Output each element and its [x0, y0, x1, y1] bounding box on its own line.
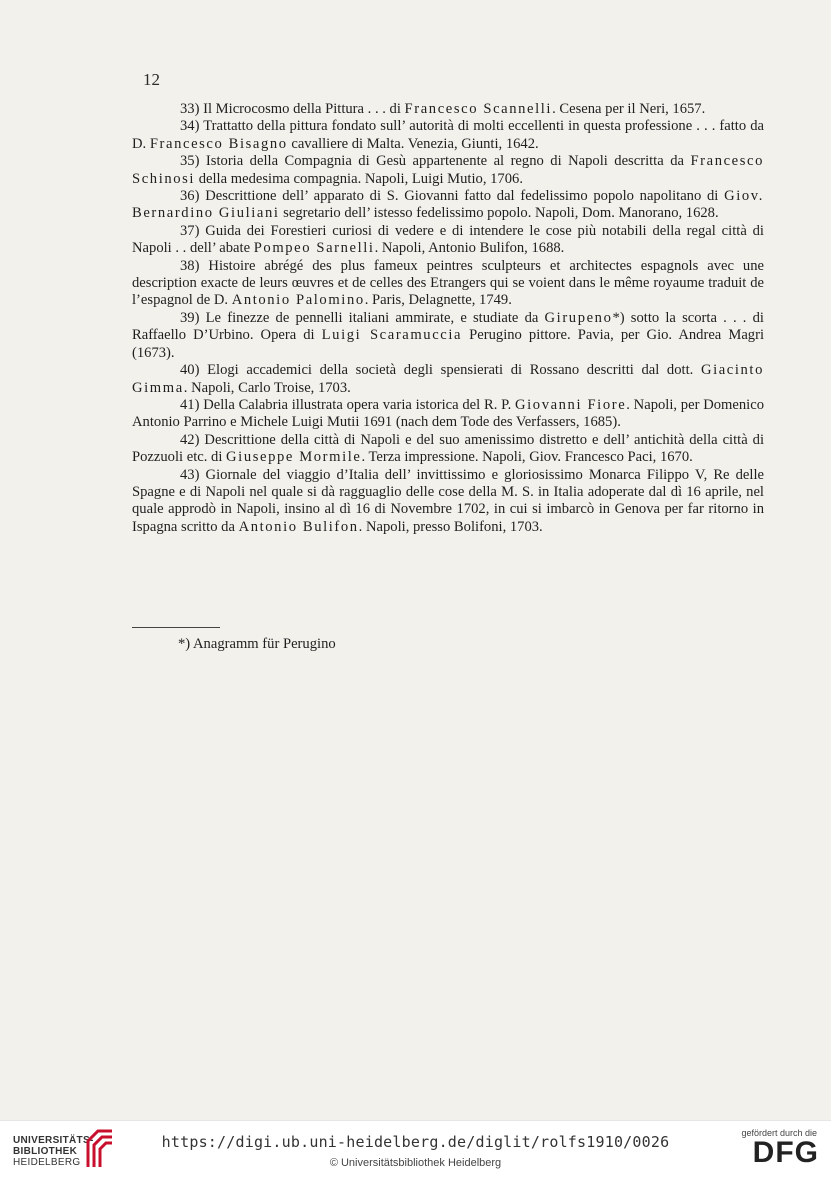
entry-text: . Napoli, per Domenico Antonio Parrino e Michele Luigi Mutii 1691 (nach dem Tode des Verfassers, 1685). — [132, 396, 764, 431]
entry-text: cavalliere di Malta. Venezia, Giunti, 1642. — [287, 135, 539, 152]
entry-text: 43) Giornale del viaggio d’Italia dell’ invittissimo e gloriosissimo Monarca Filippo V, Re delle Spagne e di Napoli nel quale si dà ragguaglio delle cose della M. S. in Italia adoperate dal dì 16 aprile, nel quale approdò in Napoli, insino al dì 16 di Novembre 1702, in cui si imbarcò in Genova per far ritorno in Ispagna scritto da — [132, 466, 764, 535]
entry-text: 41) Della Calabria illustrata opera varia istorica del R. P. — [180, 396, 515, 413]
library-name-line1: UNIVERSITÄTS- — [13, 1135, 94, 1146]
author-name: Giuseppe Mormile — [226, 449, 362, 466]
entry-text: 35) Istoria della Compagnia di Gesù appartenente al regno di Napoli descritta da — [180, 153, 691, 170]
bibliography-entry — [132, 223, 764, 258]
author-name: Francesco Scannelli — [404, 101, 553, 117]
author-name: Luigi Scaramuccia — [321, 327, 463, 344]
entry-text: 38) Histoire abrégé des plus fameux peintres sculpteurs et architectes espagnols avec une description exacte de leurs œuvres et de celles des Etrangers qui se voient dans le même royaume traduit de l’espagnol de D. — [132, 257, 764, 309]
entry-text: . Napoli, presso Bolifoni, 1703. — [358, 518, 543, 535]
entry-text: . Napoli, Antonio Bulifon, 1688. — [374, 240, 565, 257]
bibliography-entry — [132, 118, 764, 153]
library-name-line3: HEIDELBERG — [13, 1157, 81, 1168]
viewer-footer — [0, 1120, 831, 1179]
entry-text: . Paris, Delagnette, 1749. — [364, 292, 512, 309]
author-name: Giov. Bernardino Giuliani — [132, 188, 764, 222]
entry-text: 40) Elogi accademici della società degli spensierati di Rossano descritti dal dott. — [180, 362, 701, 379]
bibliography-entry — [132, 310, 764, 362]
entry-text: . Terza impressione. Napoli, Giov. Francesco Paci, 1670. — [361, 449, 693, 466]
entry-text: 37) Guida dei Forestieri curiosi di vedere e di intendere le cose più notabili della regal città di Napoli . . dell’ abate — [132, 222, 764, 257]
dfg-logo[interactable]: DFG — [752, 1136, 819, 1169]
entry-text: 39) Le finezze de pennelli italiani ammirate, e studiate da — [180, 309, 545, 326]
entry-text: . Cesena per il Neri, 1657. — [552, 101, 706, 117]
bibliography-entry — [132, 397, 764, 432]
bibliography-entries — [132, 101, 764, 536]
author-name: Girupeno — [544, 309, 613, 326]
author-name: Antonio Palomino — [231, 292, 365, 309]
author-name: Antonio Bulifon — [238, 518, 359, 535]
bibliography-entry — [132, 432, 764, 467]
author-name: Francesco Bisagno — [149, 135, 288, 152]
bibliography-entry — [132, 101, 764, 118]
bibliography-entry — [132, 362, 764, 397]
footnote: *) Anagramm für Perugino — [178, 636, 336, 652]
document-url-link[interactable]: https://digi.ub.uni-heidelberg.de/diglit/rolfs1910/0026 — [161, 1133, 670, 1151]
copyright-notice: © Universitätsbibliothek Heidelberg — [329, 1157, 502, 1169]
author-name: Giovanni Fiore — [515, 396, 627, 413]
entry-text: segretario dell’ istesso fedelissimo popolo. Napoli, Dom. Manorano, 1628. — [279, 205, 719, 222]
entry-text: 34) Trattatto della pittura fondato sull’ autorità di molti eccellenti in questa professione . . . fatto da D. — [132, 118, 764, 152]
author-name: Francesco Schinosi — [132, 153, 764, 187]
entry-text: Perugino pittore. Pavia, per Gio. Andrea Magri (1673). — [132, 327, 765, 361]
library-name-line2: BIBLIOTHEK — [13, 1146, 78, 1157]
footnote-rule — [132, 627, 220, 628]
bibliography-entry — [132, 258, 764, 310]
author-name: Pompeo Sarnelli — [253, 240, 375, 257]
page-number: 12 — [143, 70, 160, 89]
entry-text: 42) Descrittione della città di Napoli e del suo amenissimo distretto e dell’ antichità della città di Pozzuoli etc. di — [132, 431, 764, 466]
author-name: Giacinto Gimma — [132, 362, 764, 396]
entry-text: . Napoli, Carlo Troise, 1703. — [183, 379, 351, 396]
entry-text: *) sotto la scorta . . . di Raffaello D’Urbino. Opera di — [132, 309, 764, 344]
funder-caption: gefördert durch die — [741, 1128, 817, 1138]
entry-text: 36) Descrittione dell’ apparato di S. Giovanni fatto dal fedelissimo popolo napolitano di — [180, 188, 725, 205]
bibliography-entry — [132, 153, 764, 188]
entry-text: della medesima compagnia. Napoli, Luigi Mutio, 1706. — [195, 170, 523, 187]
bibliography-entry — [132, 467, 764, 537]
entry-text: 33) Il Microcosmo della Pittura . . . di — [180, 101, 405, 117]
bibliography-entry — [132, 188, 764, 223]
